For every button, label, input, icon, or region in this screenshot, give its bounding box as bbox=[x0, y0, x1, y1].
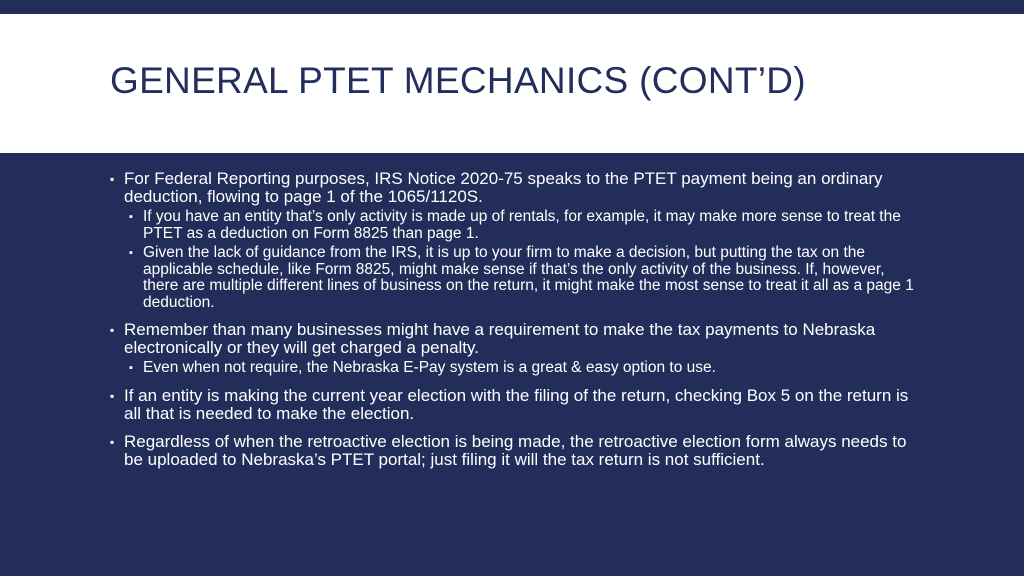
bullet-current-year-election bbox=[110, 387, 920, 423]
top-band bbox=[0, 0, 1024, 14]
sub-bullet-marker-icon: ▪ bbox=[129, 362, 133, 374]
slide-title: GENERAL PTET MECHANICS (CONT’D) bbox=[110, 60, 806, 101]
bullet-marker-icon: ▪ bbox=[110, 172, 115, 186]
sub-bullet-marker-icon: ▪ bbox=[129, 211, 133, 223]
slide-content bbox=[110, 170, 920, 479]
title-area bbox=[0, 14, 1024, 153]
bullet-text: Regardless of when the retroactive election is being made, the retroactive election form always needs to be uploaded to Nebraska’s PTET portal; just filing it will the tax return is not sufficient. bbox=[124, 431, 907, 469]
bullet-text: Remember than many businesses might have a requirement to make the tax payments to Nebraska electronically or they will get charged a penalty. bbox=[124, 320, 876, 357]
bullet-marker-icon: ▪ bbox=[110, 323, 115, 337]
bullet-federal-reporting bbox=[110, 170, 920, 311]
sub-bullet-irs-guidance bbox=[124, 245, 920, 311]
bullet-text: For Federal Reporting purposes, IRS Notice 2020-75 speaks to the PTET payment being an ordinary deduction, flowing to page 1 of the 1065/1120S. bbox=[124, 169, 883, 206]
bullet-marker-icon: ▪ bbox=[110, 434, 115, 449]
bullet-electronic-payments bbox=[110, 321, 920, 377]
sub-bullet-e-pay bbox=[124, 360, 920, 377]
sub-bullet-rentals bbox=[124, 209, 920, 242]
sub-bullet-text: If you have an entity that’s only activity is made up of rentals, for example, it may make more sense to treat the PTET as a deduction on Form 8825 than page 1. bbox=[143, 208, 901, 242]
bullet-marker-icon: ▪ bbox=[110, 388, 115, 403]
sub-bullet-text: Given the lack of guidance from the IRS, it is up to your firm to make a decision, but putting the tax on the applicable schedule, like Form 8825, might make sense if that’s the only activity of the business. If, however, there are multiple different lines of business on the return, it might make the most sense to treat it all as a page 1 deduction. bbox=[143, 244, 914, 311]
sub-bullet-text: Even when not require, the Nebraska E-Pay system is a great & easy option to use. bbox=[143, 359, 716, 376]
sub-bullet-marker-icon: ▪ bbox=[129, 247, 133, 259]
bullet-text: If an entity is making the current year election with the filing of the return, checking Box 5 on the return is all that is needed to make the election. bbox=[124, 385, 909, 423]
bullet-retroactive-election bbox=[110, 433, 920, 469]
